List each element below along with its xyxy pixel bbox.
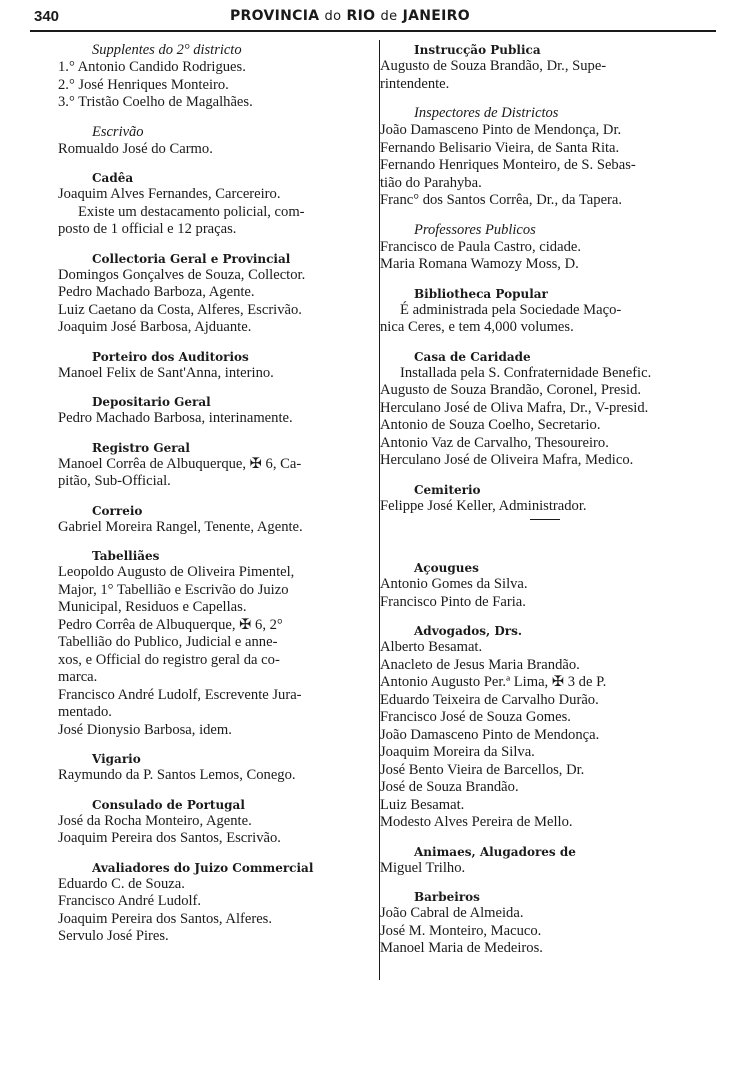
entry-line: Domingos Gonçalves de Souza, Collector. [58, 266, 306, 283]
section-heading: Correio [92, 503, 143, 518]
section-heading: Bibliotheca Popular [414, 286, 548, 301]
entry-line: xos, e Official do registro geral da co- [58, 651, 280, 668]
entry-line: Francisco Pinto de Faria. [380, 593, 526, 610]
entry-line: Felippe José Keller, Administrador. [380, 497, 587, 514]
entry-line: Manoel Maria de Medeiros. [380, 940, 543, 956]
section [58, 124, 378, 159]
entry-line: José da Rocha Monteiro, Agente. [58, 812, 252, 829]
section-heading: Advogados, Drs. [414, 624, 523, 638]
section [380, 222, 700, 274]
entry-line: José M. Monteiro, Macuco. [380, 922, 542, 939]
section [58, 170, 378, 239]
entry-line: Major, 1° Tabellião e Escrivão do Juizo [58, 581, 289, 598]
section [58, 251, 378, 337]
section-heading: Barbeiros [414, 890, 480, 904]
entry-line: Maria Romana Wamozy Moss, D. [380, 256, 579, 272]
section-heading: Açougues [414, 561, 479, 575]
running-header [30, 4, 716, 32]
section [58, 751, 378, 785]
entry-line: Modesto Alves Pereira de Mello. [380, 814, 573, 830]
section-heading: Depositario Geral [92, 395, 211, 409]
section [380, 42, 700, 93]
entry-line: Eduardo Teixeira de Carvalho Durão. [380, 691, 599, 708]
section [58, 797, 378, 848]
entry-line: João Cabral de Almeida. [380, 905, 524, 921]
entry-line: pitão, Sub-Official. [58, 473, 171, 489]
entry-line: Antonio de Souza Coelho, Secretario. [380, 417, 601, 433]
entry-line: Pedro Machado Barbosa, interinamente. [58, 410, 293, 426]
section [58, 42, 378, 112]
entry-line: José de Souza Brandão. [380, 779, 519, 795]
section-rule [530, 519, 560, 520]
entry-line: Fernando Henriques Monteiro, de S. Sebas- [380, 157, 636, 173]
entry-line: Antonio Vaz de Carvalho, Thesoureiro. [380, 434, 609, 451]
entry-line: Joaquim Pereira dos Santos, Alferes. [58, 910, 273, 927]
section-heading: Cadêa [92, 171, 134, 185]
running-title [230, 8, 470, 24]
section-heading: Inspectores de Districtos [414, 105, 559, 121]
entry-line: Manoel Corrêa de Albuquerque, ✠ 6, Ca- [58, 455, 302, 472]
section-heading: Cemiterio [414, 482, 481, 497]
section-heading: Supplentes do 2° districto [92, 42, 242, 58]
section-heading: Professores Publicos [414, 221, 536, 238]
entry-line: Fernando Belisario Vieira, de Santa Rita. [380, 139, 620, 156]
section [380, 349, 700, 470]
section [380, 105, 700, 210]
section [58, 440, 378, 491]
section [380, 889, 700, 958]
entry-line: Leopoldo Augusto de Oliveira Pimentel, [58, 564, 295, 580]
entry-line: Eduardo C. de Souza. [58, 875, 185, 892]
entry-line: Antonio Gomes da Silva. [380, 576, 528, 592]
entry-line: mentado. [58, 704, 112, 720]
entry-line: Joaquim Moreira da Silva. [380, 744, 535, 760]
section [58, 394, 378, 428]
page-number: 340 [34, 8, 60, 25]
entry-line: Herculano José de Oliveira Mafra, Medico. [380, 452, 634, 468]
entry-line: rintendente. [380, 75, 450, 92]
section-heading: Porteiro dos Auditorios [92, 349, 249, 364]
entry-line: Alberto Besamat. [380, 639, 483, 655]
section-heading: Instrucção Publica [414, 43, 541, 57]
title-word: RIO [346, 8, 376, 24]
entry-line: Joaquim Alves Fernandes, Carcereiro. [58, 186, 281, 202]
section [58, 503, 378, 537]
entry-line: João Damasceno Pinto de Mendonça. [380, 726, 600, 743]
entry-line: Antonio Augusto Per.ª Lima, ✠ 3 de P. [380, 674, 607, 690]
section [58, 349, 378, 383]
entry-line: Pedro Machado Barboza, Agente. [58, 284, 255, 300]
entry-line: Pedro Corrêa de Albuquerque, ✠ 6, 2° [58, 616, 283, 633]
entry-line: Existe um destacamento policial, com- [78, 203, 305, 220]
title-word: PROVINCIA [230, 8, 320, 24]
entry-line: Augusto de Souza Brandão, Dr., Supe- [380, 58, 607, 74]
section [380, 286, 700, 337]
entry-line: Luiz Besamat. [380, 796, 465, 813]
entry-line: Gabriel Moreira Rangel, Tenente, Agente. [58, 518, 303, 535]
section-heading: Registro Geral [92, 440, 190, 455]
entry-line: Augusto de Souza Brandão, Coronel, Presid. [380, 382, 642, 398]
entry-line: João Damasceno Pinto de Mendonça, Dr. [380, 122, 622, 138]
entry-line: Franc° dos Santos Corrêa, Dr., da Tapera. [380, 192, 623, 208]
entry-line: 3.° Tristão Coelho de Magalhães. [58, 94, 253, 110]
entry-line: José Bento Vieira de Barcellos, Dr. [380, 761, 585, 778]
entry-line: Francisco André Ludolf, Escrevente Jura- [58, 686, 302, 703]
title-word: do [324, 9, 342, 24]
entry-line: É administrada pela Sociedade Maço- [400, 301, 622, 318]
section-heading: Avaliadores do Juizo Commercial [92, 860, 314, 875]
entry-line: Luiz Caetano da Costa, Alferes, Escrivão. [58, 301, 302, 318]
entry-line: marca. [58, 669, 98, 685]
section [380, 482, 700, 521]
entry-line: Romualdo José do Carmo. [58, 140, 213, 157]
entry-line: Manoel Felix de Sant'Anna, interino. [58, 364, 274, 381]
entry-line: Anacleto de Jesus Maria Brandão. [380, 656, 580, 673]
entry-line: tião do Parahyba. [380, 174, 482, 191]
right-column [380, 42, 700, 970]
entry-line: Francisco José de Souza Gomes. [380, 709, 571, 725]
entry-line: Tabellião do Publico, Judicial e anne- [58, 634, 278, 650]
entry-line: Municipal, Residuos e Capellas. [58, 599, 247, 615]
left-column [58, 42, 378, 958]
title-word: JANEIRO [402, 8, 470, 24]
entry-line: Joaquim Pereira dos Santos, Escrivão. [58, 830, 281, 846]
entry-line: 2.° José Henriques Monteiro. [58, 76, 229, 93]
section-heading: Casa de Caridade [414, 349, 531, 364]
section [380, 560, 700, 611]
entry-line: Miguel Trilho. [380, 859, 466, 876]
section-heading: Tabelliães [92, 549, 160, 563]
section [58, 548, 378, 739]
entry-line: Installada pela S. Confraternidade Benefic. [400, 364, 652, 381]
entry-line: nica Ceres, e tem 4,000 volumes. [380, 319, 574, 335]
section-heading: Collectoria Geral e Provincial [92, 251, 291, 266]
section [58, 860, 378, 946]
entry-line: Joaquim José Barbosa, Ajduante. [58, 319, 252, 335]
section-heading: Escrivão [92, 123, 144, 140]
section [380, 844, 700, 878]
entry-line: 1.° Antonio Candido Rodrigues. [58, 59, 246, 75]
entry-line: Raymundo da P. Santos Lemos, Conego. [58, 767, 296, 783]
entry-line: Francisco André Ludolf. [58, 893, 202, 909]
section-heading: Animaes, Alugadores de [414, 844, 576, 859]
entry-line: Francisco de Paula Castro, cidade. [380, 238, 582, 255]
section [380, 623, 700, 832]
entry-line: José Dionysio Barbosa, idem. [58, 721, 232, 738]
entry-line: Herculano José de Oliva Mafra, Dr., V-presid. [380, 399, 649, 416]
section-heading: Consulado de Portugal [92, 797, 245, 812]
title-word: de [380, 9, 398, 24]
entry-line: Servulo José Pires. [58, 928, 169, 944]
section-heading: Vigario [92, 752, 141, 766]
entry-line: posto de 1 official e 12 praças. [58, 221, 237, 237]
